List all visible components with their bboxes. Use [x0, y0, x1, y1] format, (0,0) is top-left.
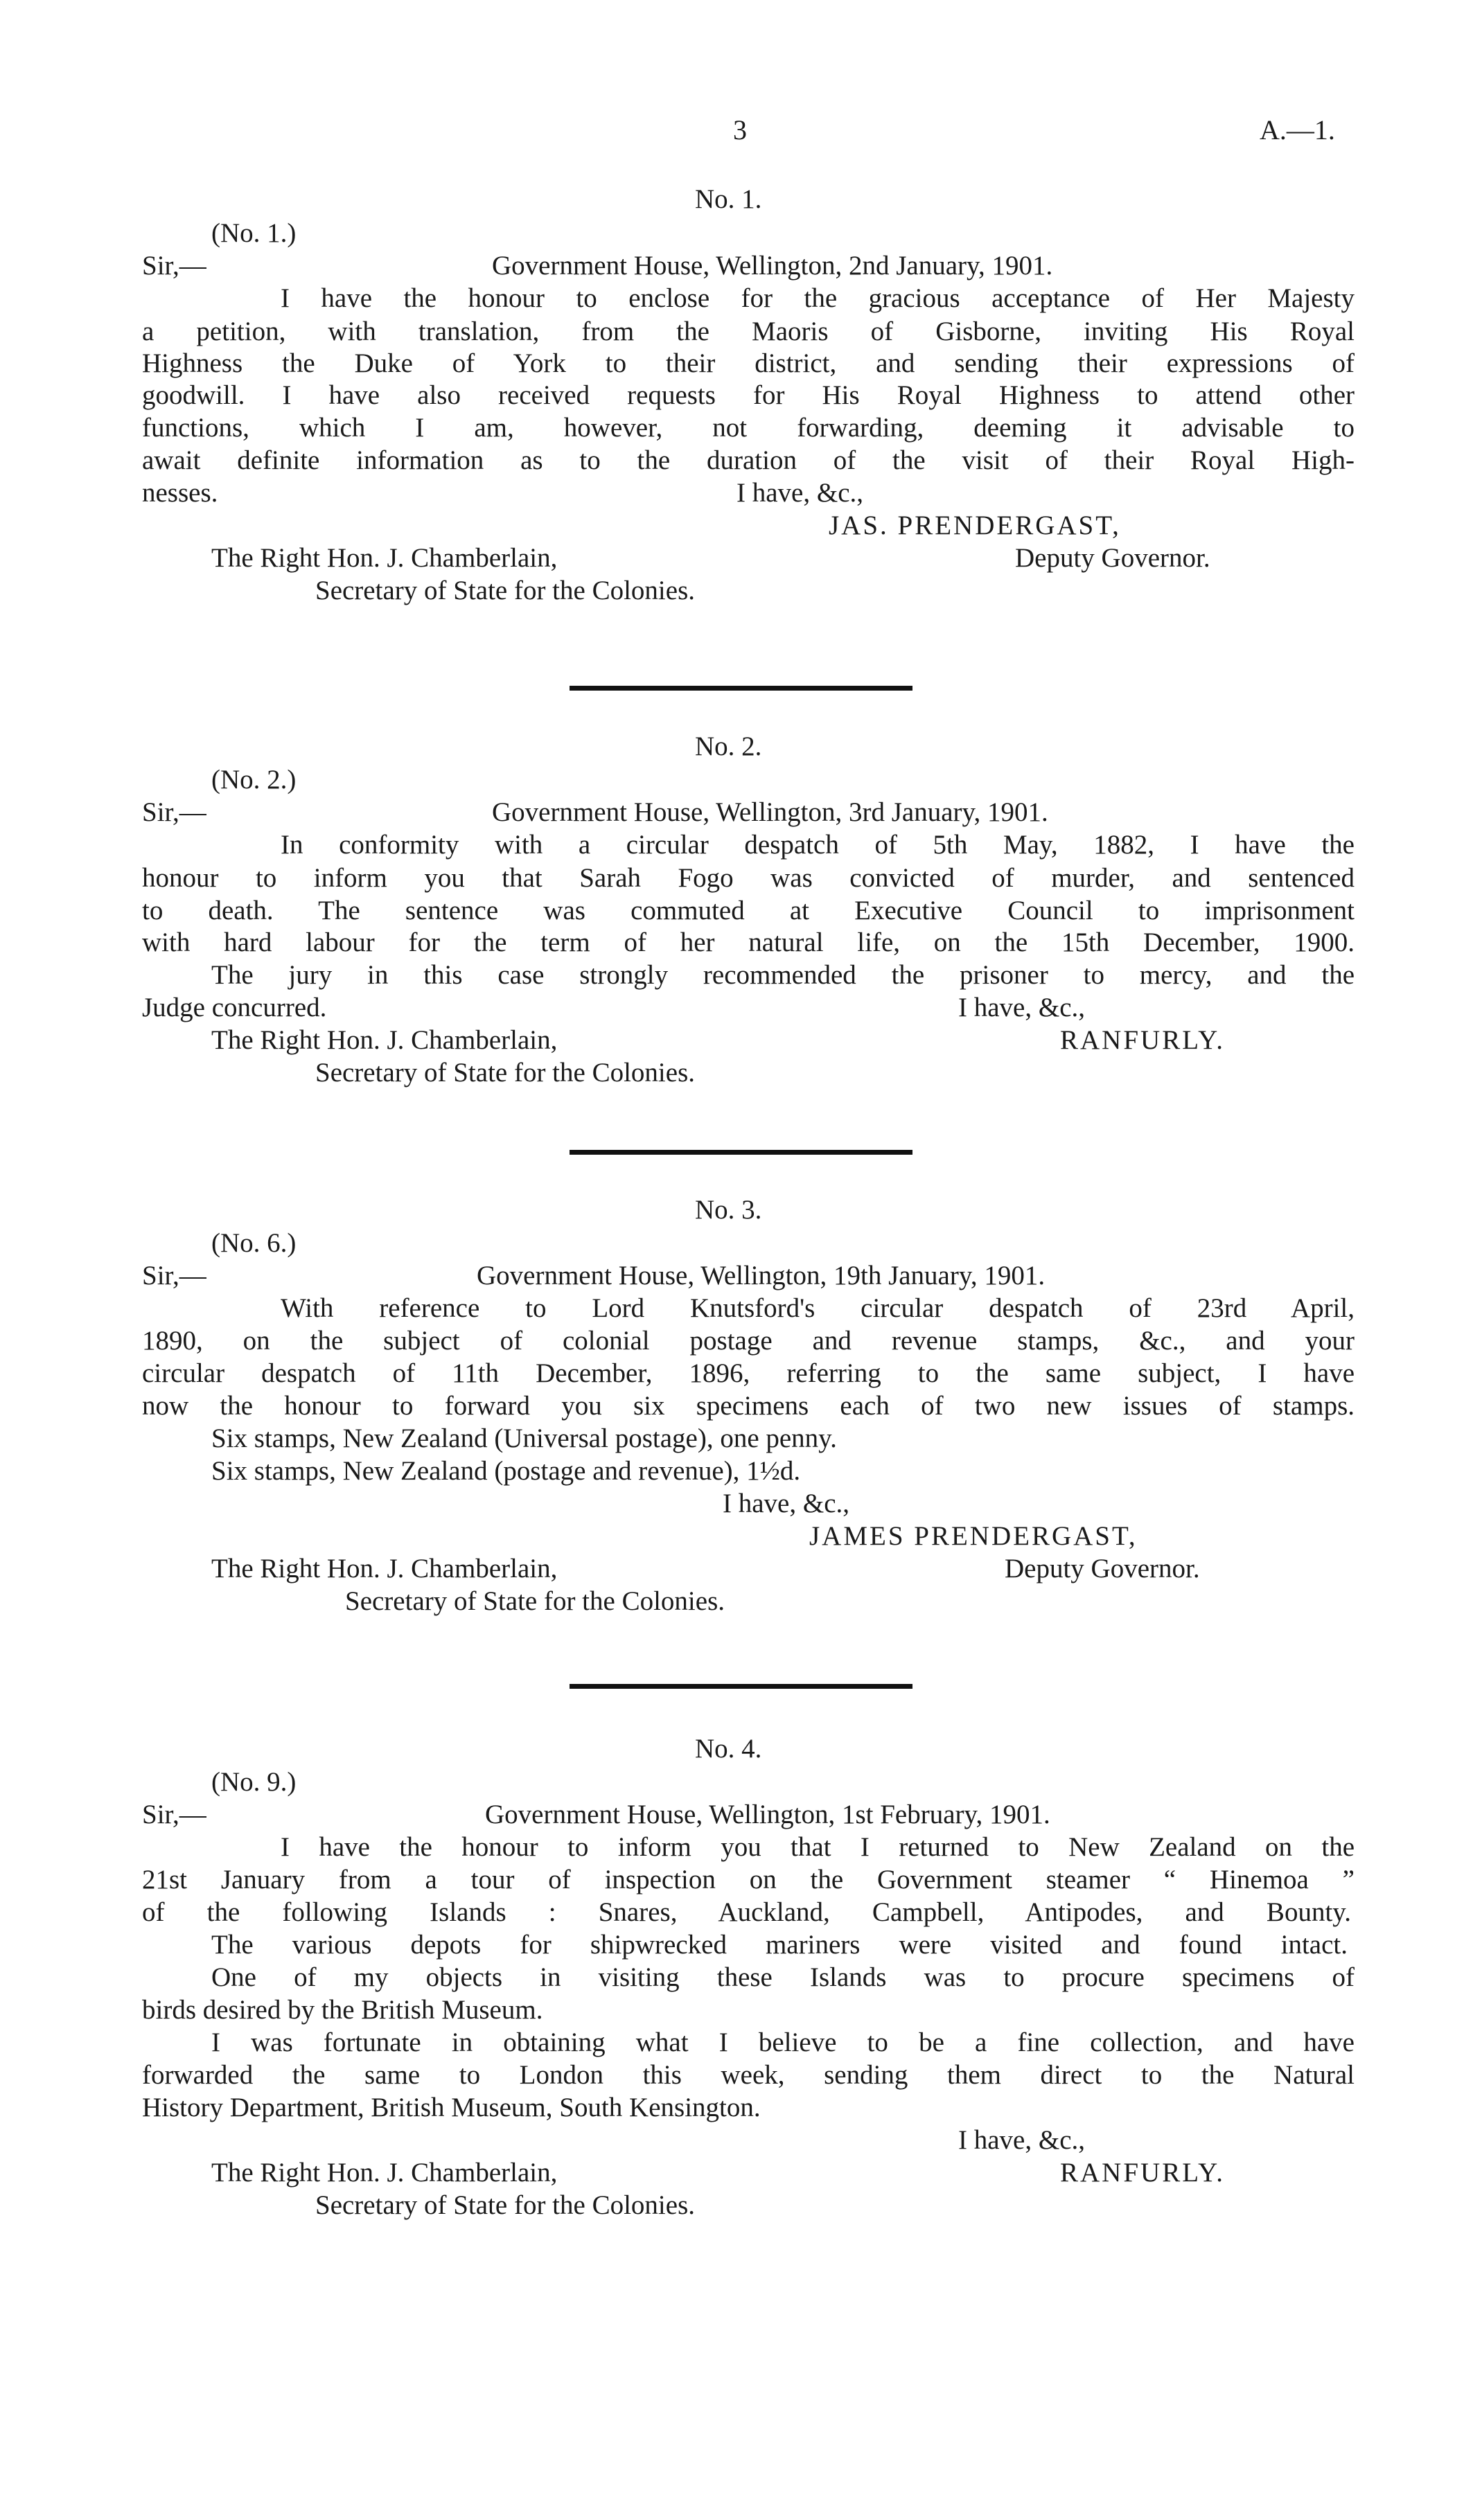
letter-4-closing: I have, &c., — [958, 2125, 1086, 2155]
letter-4-ref: (No. 9.) — [211, 1767, 297, 1797]
letter-2-place-date: Government House, Wellington, 3rd January, 1901. — [492, 797, 1048, 827]
letter-1-body-line: Highness the Duke of York to their district, and sending their expressions of — [142, 348, 1355, 378]
letter-1-place-date: Government House, Wellington, 2nd January, 1901. — [492, 251, 1053, 281]
letter-1-addressee: The Right Hon. J. Chamberlain, — [211, 543, 558, 573]
letter-4-body-line: The various depots for shipwrecked mariners were visited and found intact. — [211, 1930, 1348, 1960]
letter-4-body-line: 21st January from a tour of inspection on the Government steamer “ Hinemoa ” — [142, 1865, 1355, 1895]
letter-2-salutation: Sir,— — [142, 797, 206, 827]
letter-3-place-date: Government House, Wellington, 19th January, 1901. — [477, 1261, 1046, 1290]
page-number: 3 — [733, 114, 747, 145]
letter-4-body-line: I have the honour to inform you that I returned to New Zealand on the — [281, 1832, 1355, 1862]
letter-4-body-line: of the following Islands : Snares, Auckland, Campbell, Antipodes, and Bounty. — [142, 1897, 1351, 1927]
letter-4-place-date: Government House, Wellington, 1st February, 1901. — [485, 1800, 1050, 1829]
letter-3-body-line: With reference to Lord Knutsford's circular despatch of 23rd April, — [281, 1293, 1355, 1323]
letter-3-salutation: Sir,— — [142, 1261, 206, 1290]
letter-3-body-line: 1890, on the subject of colonial postage and revenue stamps, &c., and your — [142, 1326, 1355, 1356]
letter-4-salutation: Sir,— — [142, 1800, 206, 1829]
letter-2-ref: (No. 2.) — [211, 765, 297, 795]
letter-1-signatory: JAS. PRENDERGAST, — [829, 511, 1121, 540]
letter-1-body-line: I have the honour to enclose for the gracious acceptance of Her Majesty — [281, 283, 1355, 313]
document-reference: A.—1. — [1260, 114, 1335, 145]
letter-3-closing: I have, &c., — [723, 1489, 850, 1518]
letter-4-body-line: birds desired by the British Museum. — [142, 1995, 543, 2025]
letter-3-ref: (No. 6.) — [211, 1228, 297, 1258]
letter-3-body-line: circular despatch of 11th December, 1896, referring to the same subject, I have — [142, 1358, 1355, 1388]
letter-2-addressee-title: Secretary of State for the Colonies. — [315, 1058, 695, 1088]
letter-1-signatory-title: Deputy Governor. — [1015, 543, 1210, 573]
letter-4-heading: No. 4. — [695, 1734, 762, 1764]
letter-1-addressee-title: Secretary of State for the Colonies. — [315, 576, 695, 605]
letter-1-salutation: Sir,— — [142, 251, 206, 281]
letter-2-body-line: with hard labour for the term of her natural life, on the 15th December, 1900. — [142, 928, 1355, 957]
letter-4-body-line: History Department, British Museum, South Kensington. — [142, 2093, 761, 2122]
letter-1-ref: (No. 1.) — [211, 218, 297, 248]
letter-4-body-line: One of my objects in visiting these Islands was to procure specimens of — [211, 1962, 1355, 1992]
letter-2-body-line: In conformity with a circular despatch of 5th May, 1882, I have the — [281, 830, 1355, 860]
letter-3-addressee-title: Secretary of State for the Colonies. — [345, 1586, 725, 1616]
letter-3-body-line: Six stamps, New Zealand (Universal postage), one penny. — [211, 1423, 837, 1453]
letter-4-body-line: I was fortunate in obtaining what I believe to be a fine collection, and have — [211, 2027, 1355, 2057]
letter-4-addressee: The Right Hon. J. Chamberlain, — [211, 2158, 558, 2188]
letter-3-body-line: now the honour to forward you six specimens each of two new issues of stamps. — [142, 1391, 1355, 1421]
letter-3-addressee: The Right Hon. J. Chamberlain, — [211, 1554, 558, 1583]
letter-2-body-line: honour to inform you that Sarah Fogo was convicted of murder, and sentenced — [142, 863, 1355, 893]
letter-1-body-line: functions, which I am, however, not forwarding, deeming it advisable to — [142, 413, 1355, 443]
section-divider — [570, 686, 912, 691]
letter-2-closing: I have, &c., — [958, 993, 1086, 1022]
letter-2-body-line: The jury in this case strongly recommended the prisoner to mercy, and the — [211, 960, 1355, 990]
letter-1-closing: I have, &c., — [736, 478, 864, 508]
section-divider — [570, 1684, 912, 1689]
letter-1-body-line: goodwill. I have also received requests for His Royal Highness to attend other — [142, 380, 1355, 410]
letter-2-body-line: Judge concurred. — [142, 993, 327, 1022]
letter-2-signatory: RANFURLY. — [1060, 1025, 1226, 1055]
letter-2-addressee: The Right Hon. J. Chamberlain, — [211, 1025, 558, 1055]
letter-1-body-line: nesses. — [142, 478, 218, 508]
letter-3-body-line: Six stamps, New Zealand (postage and revenue), 1½d. — [211, 1456, 801, 1486]
letter-2-heading: No. 2. — [695, 731, 762, 761]
letter-3-heading: No. 3. — [695, 1195, 762, 1225]
section-divider — [570, 1150, 912, 1155]
letter-3-signatory-title: Deputy Governor. — [1005, 1554, 1200, 1583]
letter-1-body-line: await definite information as to the duration of the visit of their Royal High- — [142, 445, 1355, 475]
letter-1-body-line: a petition, with translation, from the Maoris of Gisborne, inviting His Royal — [142, 317, 1355, 346]
letter-4-signatory: RANFURLY. — [1060, 2158, 1226, 2188]
letter-1-heading: No. 1. — [695, 184, 762, 214]
letter-2-body-line: to death. The sentence was commuted at Executive Council to imprisonment — [142, 896, 1355, 925]
letter-4-body-line: forwarded the same to London this week, sending them direct to the Natural — [142, 2060, 1355, 2090]
letter-4-addressee-title: Secretary of State for the Colonies. — [315, 2190, 695, 2220]
letter-3-signatory: JAMES PRENDERGAST, — [809, 1521, 1138, 1551]
